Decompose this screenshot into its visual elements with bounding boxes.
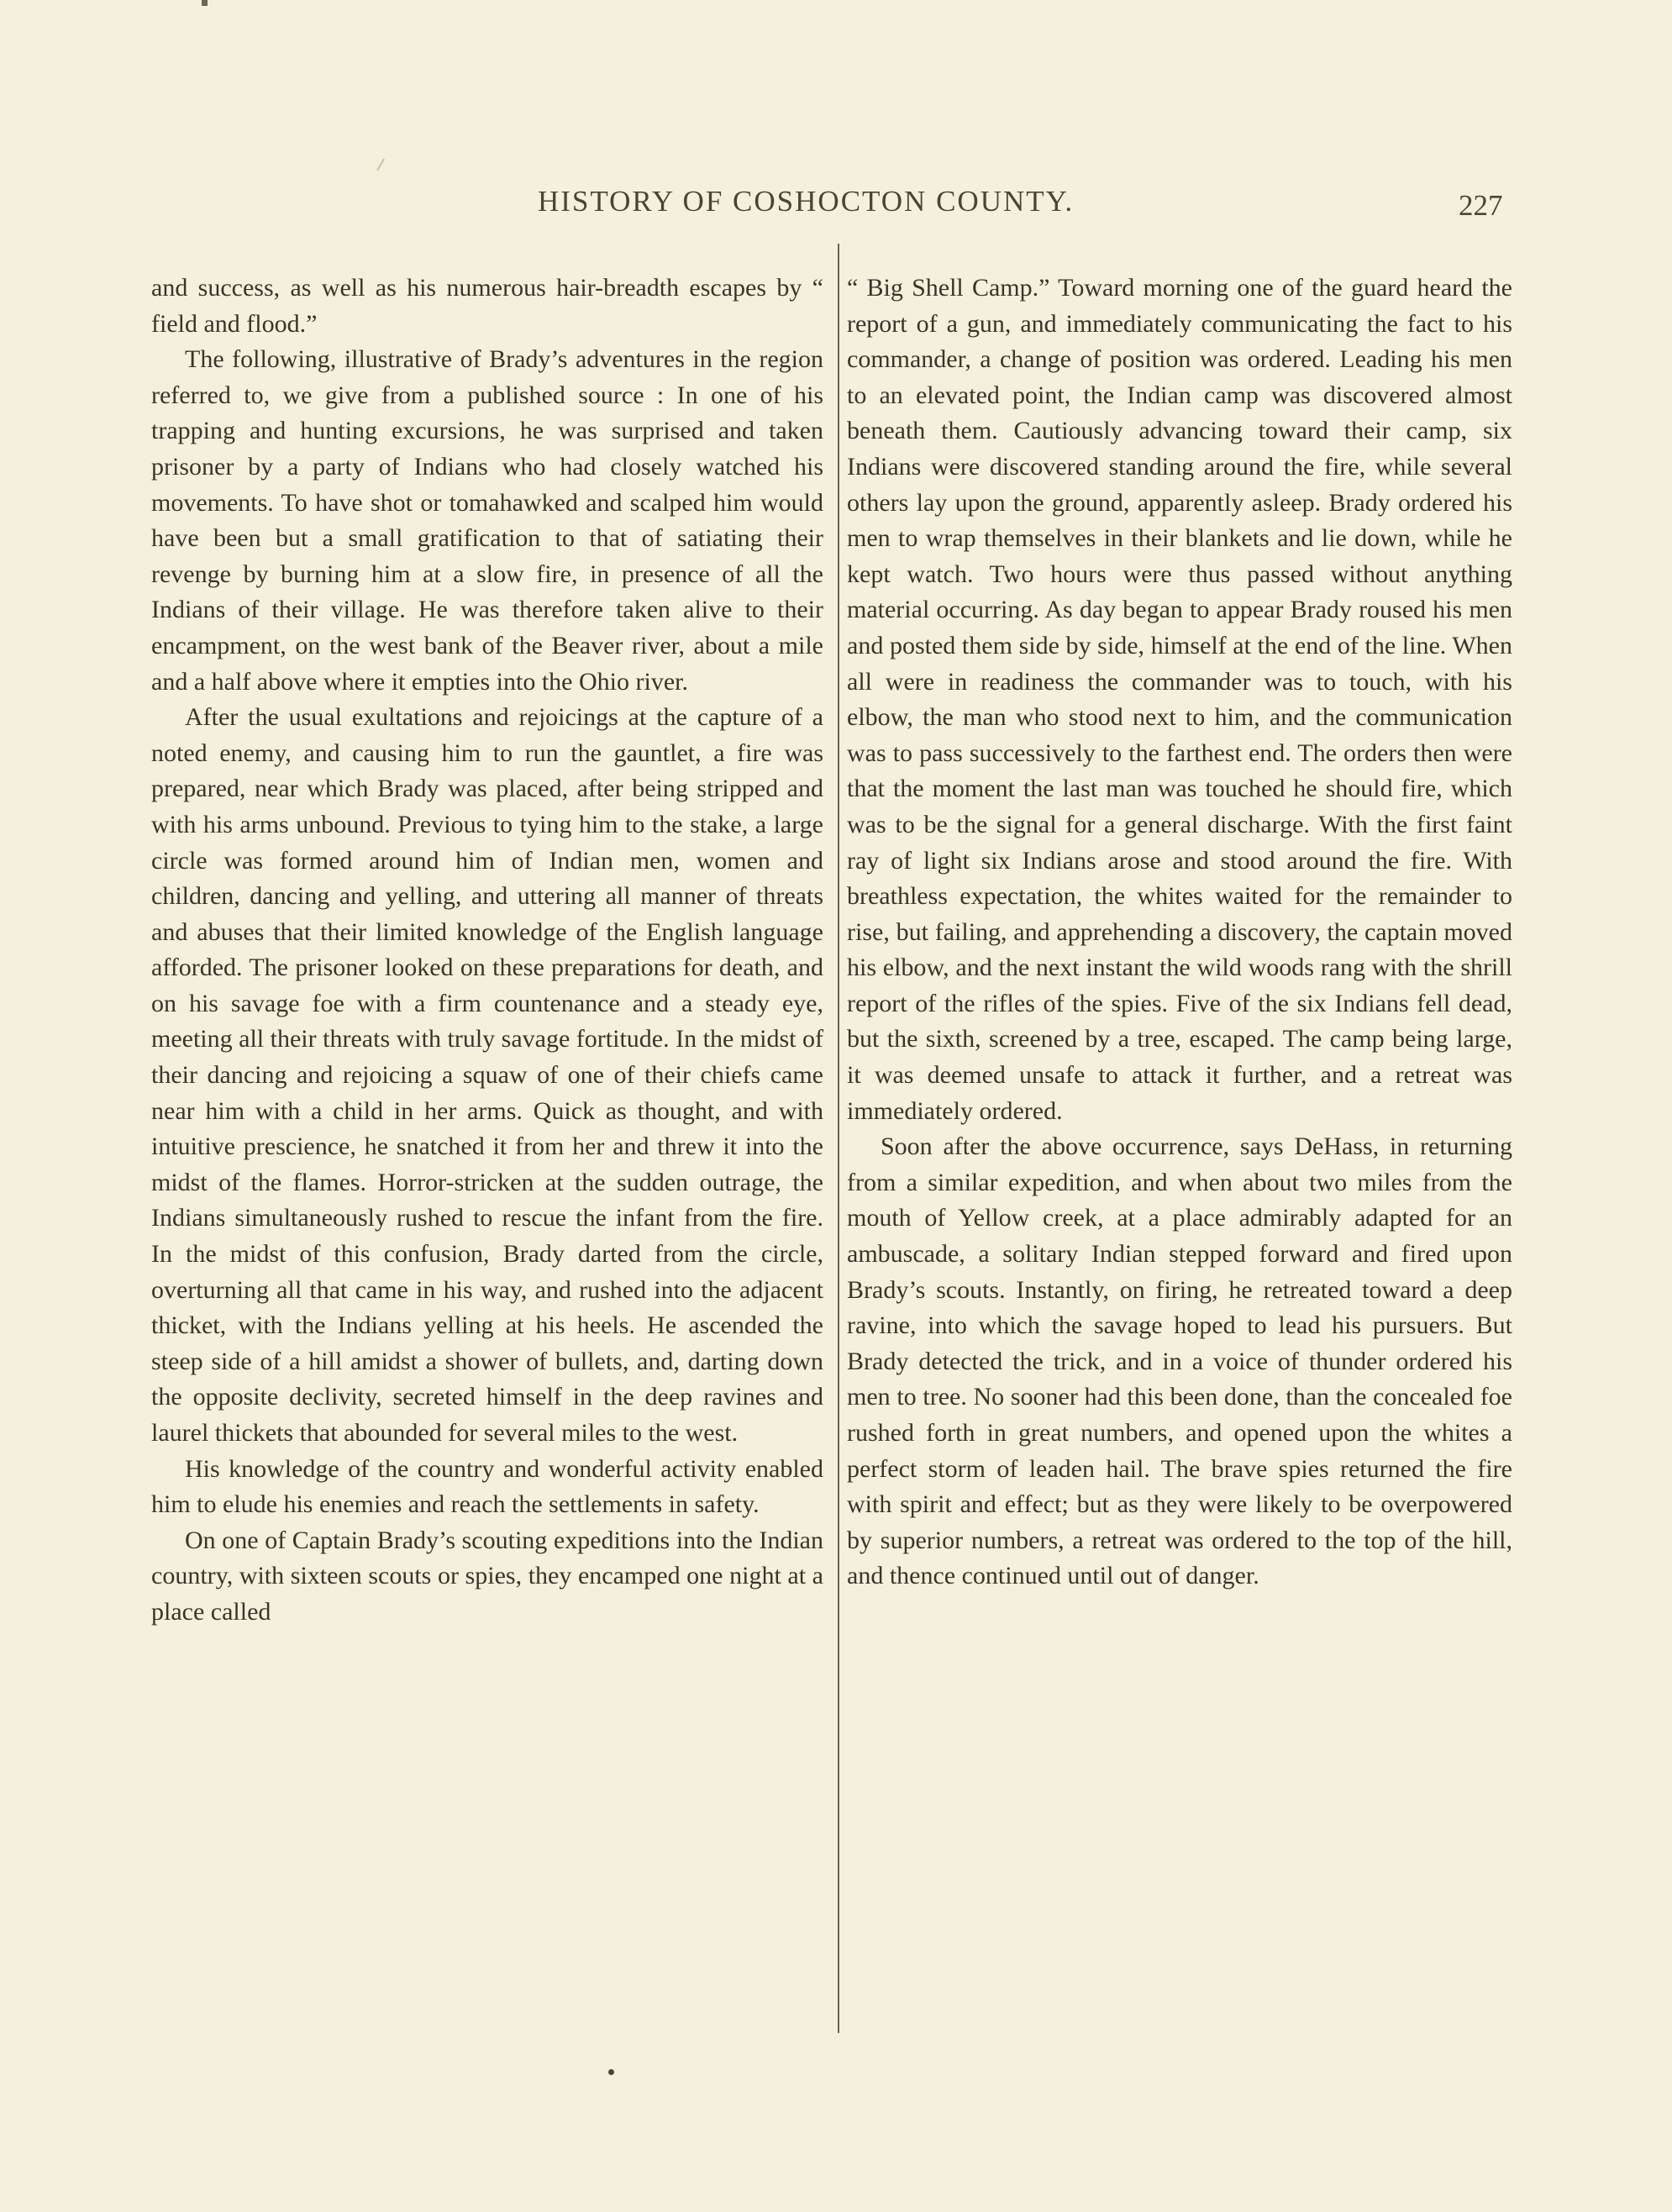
print-mark [202,0,208,6]
paragraph: His knowledge of the country and wonderful activity enabled him to elude his enemies and reach the settlements in safety. [151,1454,823,1519]
column-divider [838,244,839,2033]
right-column [847,271,1512,1595]
running-title: HISTORY OF COSHOCTON COUNTY. [538,185,1075,218]
paragraph: After the usual exultations and rejoicings at the capture of a noted enemy, and causing him to run the gauntlet, a fire was prepared, near which Brady was placed, after being stripped and with his arms unbound. Previous to tying him to the stake, a large circle was formed around him of Indian men, women and children, dancing and yelling, and uttering all manner of threats and abuses that their limited knowledge of the English language afforded. The prisoner looked on these preparations for death, and on his savage foe with a firm countenance and a steady eye, meeting all their threats with truly savage fortitude. In the midst of their dancing and rejoicing a squaw of one of their chiefs came near him with a child in her arms. Quick as thought, and with intuitive prescience, he snatched it from her and threw it into the midst of the flames. Horror-stricken at the sudden outrage, the Indians simultaneously rushed to rescue the infant from the fire. In the midst of this confusion, Brady darted from the circle, overturning all that came in his way, and rushed into the adjacent thicket, with the Indians yelling at his heels. He ascended the steep side of a hill amidst a shower of bullets, and, darting down the opposite declivity, secreted himself in the deep ravines and laurel thickets that abounded for several miles to the west. [151,703,823,1447]
paragraph: Soon after the above occurrence, says DeHass, in returning from a similar expedition, and when about two miles from the mouth of Yellow creek, at a place admirably adapted for an ambuscade, a solitary Indian stepped forward and fired upon Brady’s scouts. Instantly, on firing, he retreated toward a deep ravine, into which the savage hoped to lead his pursuers. But Brady detected the trick, and in a voice of thunder ordered his men to tree. No sooner had this been done, than the concealed foe rushed forth in great numbers, and opened upon the whites a perfect storm of leaden hail. The brave spies returned the fire with spirit and effect; but as they were likely to be overpowered by superior numbers, a retreat was ordered to the top of the hill, and thence continued until out of danger. [847,1132,1512,1590]
paragraph: and success, as well as his numerous hair-breadth escapes by “ field and flood.” [151,274,823,338]
page-number: 227 [1459,189,1503,222]
footer-dot [608,2069,614,2075]
page-header [0,185,1672,227]
paragraph: On one of Captain Brady’s scouting expeditions into the Indian country, with sixteen scouts or spies, they encamped one night at a place called [151,1526,823,1626]
left-column [151,271,823,1631]
paragraph: The following, illustrative of Brady’s adventures in the region referred to, we give from a published source : In one of his trapping and hunting excursions, he was surprised and taken prisoner by a party of Indians who had closely watched his movements. To have shot or tomahawked and scalped him would have been but a small gratification to that of satiating their revenge by burning him at a slow fire, in presence of all the Indians of their village. He was therefore taken alive to their encampment, on the west bank of the Beaver river, about a mile and a half above where it empties into the Ohio river. [151,345,823,696]
paragraph: “ Big Shell Camp.” Toward morning one of the guard heard the report of a gun, and immediately communicating the fact to his commander, a change of position was ordered. Leading his men to an elevated point, the Indian camp was discovered almost beneath them. Cautiously advancing toward their camp, six Indians were discovered standing around the fire, while several others lay upon the ground, apparently asleep. Brady ordered his men to wrap themselves in their blankets and lie down, while he kept watch. Two hours were thus passed without anything material occurring. As day began to appear Brady roused his men and posted them side by side, himself at the end of the line. When all were in readiness the commander was to touch, with his elbow, the man who stood next to him, and the communication was to pass successively to the farthest end. The orders then were that the moment the last man was touched he should fire, which was to be the signal for a general discharge. With the first faint ray of light six Indians arose and stood around the fire. With breathless expectation, the whites waited for the remainder to rise, but failing, and apprehending a discovery, the captain moved his elbow, and the next instant the wild woods rang with the shrill report of the rifles of the spies. Five of the six Indians fell dead, but the sixth, screened by a tree, escaped. The camp being large, it was deemed unsafe to attack it further, and a retreat was immediately ordered. [847,274,1512,1125]
pencil-mark [376,159,385,171]
